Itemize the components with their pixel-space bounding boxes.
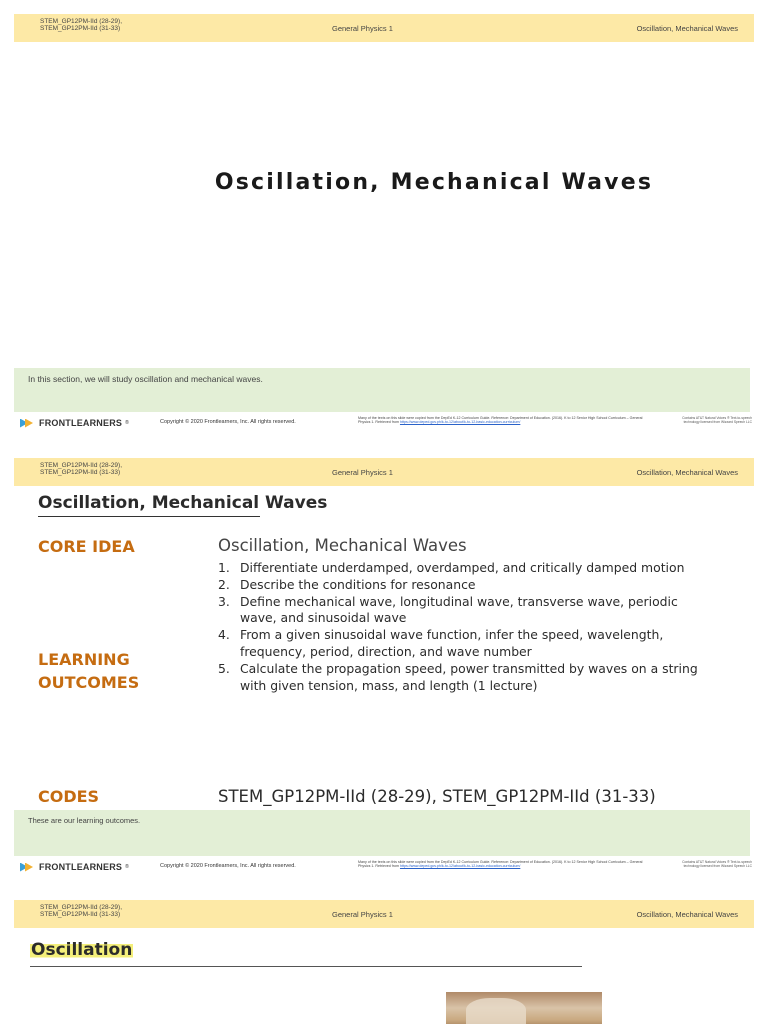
slide-title: Oscillation, Mechanical Waves xyxy=(214,170,654,195)
logo-arrow-icon xyxy=(20,419,36,428)
header-codes: STEM_GP12PM-IId (28-29), STEM_GP12PM-IId (31-33) xyxy=(40,18,122,32)
codes-label: CODES xyxy=(38,787,100,806)
header-subject: General Physics 1 xyxy=(332,24,393,33)
slide-footer xyxy=(14,858,754,874)
list-item: 5. Calculate the propagation speed, power transmitted by waves on a string with given tension, mass, and length (1 lecture) xyxy=(218,660,698,693)
copyright-text: Copyright © 2020 Frontlearners, Inc. All rights reserved. xyxy=(160,419,296,425)
frontlearners-logo: FRONTLEARNERS ® xyxy=(20,861,129,873)
list-item: 3. Define mechanical wave, longitudinal wave, transverse wave, periodic wave, and sinusoidal wave xyxy=(218,593,678,626)
title-underline xyxy=(30,966,582,967)
credits-link[interactable]: https://www.deped.gov.ph/k-to-12/about/k-to-12-basic-education-curriculum/ xyxy=(399,420,521,425)
slide-1 xyxy=(14,14,754,430)
learning-outcomes-label: LEARNING OUTCOMES xyxy=(38,650,140,692)
list-item: 4. From a given sinusoidal wave function, infer the speed, wavelength, frequency, period, direction, and wave number xyxy=(218,627,664,659)
credits-text: Many of the texts on this slide were copied from the DepEd K-12 Curriculum Guide. Reference: Department of Education. (2016). K to 12 Senior High School Curriculum – General Physics 1. Retrieved from https://www.deped.gov.ph/k-to-12/about/k-to-12-basic-education-curriculum/ xyxy=(358,416,643,425)
core-idea-label: CORE IDEA xyxy=(38,537,135,556)
slide-header-bar xyxy=(14,900,754,928)
list-item: 2. Describe the conditions for resonance xyxy=(218,576,476,592)
slide-header-bar xyxy=(14,458,754,486)
header-codes: STEM_GP12PM-IId (28-29), STEM_GP12PM-IId (31-33) xyxy=(40,904,122,918)
header-subject: General Physics 1 xyxy=(332,910,393,919)
frontlearners-logo: FRONTLEARNERS ® xyxy=(20,417,129,429)
header-codes: STEM_GP12PM-IId (28-29), STEM_GP12PM-IId (31-33) xyxy=(40,462,122,476)
section-title: Oscillation xyxy=(31,940,133,960)
speaker-notes: These are our learning outcomes. xyxy=(14,810,750,856)
logo-arrow-icon xyxy=(20,863,36,872)
credits-link[interactable]: https://www.deped.gov.ph/k-to-12/about/k-to-12-basic-education-curriculum/ xyxy=(399,864,521,869)
header-topic: Oscillation, Mechanical Waves xyxy=(636,468,738,477)
codes-value: STEM_GP12PM-IId (28-29), STEM_GP12PM-IId (31-33) xyxy=(218,787,656,806)
title-underline xyxy=(38,516,260,517)
slide-header-bar xyxy=(14,14,754,42)
copyright-text: Copyright © 2020 Frontlearners, Inc. All rights reserved. xyxy=(160,863,296,869)
section-title: Oscillation, Mechanical Waves xyxy=(38,493,328,513)
core-idea-value: Oscillation, Mechanical Waves xyxy=(218,536,467,555)
learning-outcomes-list xyxy=(218,560,718,694)
slide-footer xyxy=(14,414,754,430)
credits-text: Many of the texts on this slide were copied from the DepEd K-12 Curriculum Guide. Reference: Department of Education. (2016). K to 12 Senior High School Curriculum – General Physics 1. Retrieved from https://www.deped.gov.ph/k-to-12/about/k-to-12-basic-education-curriculum/ xyxy=(358,860,643,869)
header-topic: Oscillation, Mechanical Waves xyxy=(636,24,738,33)
speaker-notes: In this section, we will study oscillation and mechanical waves. xyxy=(14,368,750,412)
rights-text: Contains AT&T Natural Voices ® Text-to-speech technology licensed from Wizzard Speech LLC xyxy=(682,860,752,869)
slide-3 xyxy=(14,900,754,1024)
header-topic: Oscillation, Mechanical Waves xyxy=(636,910,738,919)
header-subject: General Physics 1 xyxy=(332,468,393,477)
guitar-photo xyxy=(446,992,602,1024)
list-item: 1. Differentiate underdamped, overdamped, and critically damped motion xyxy=(218,560,685,575)
slide-2 xyxy=(14,458,754,874)
rights-text: Contains AT&T Natural Voices ® Text-to-speech technology licensed from Wizzard Speech LLC xyxy=(682,416,752,425)
